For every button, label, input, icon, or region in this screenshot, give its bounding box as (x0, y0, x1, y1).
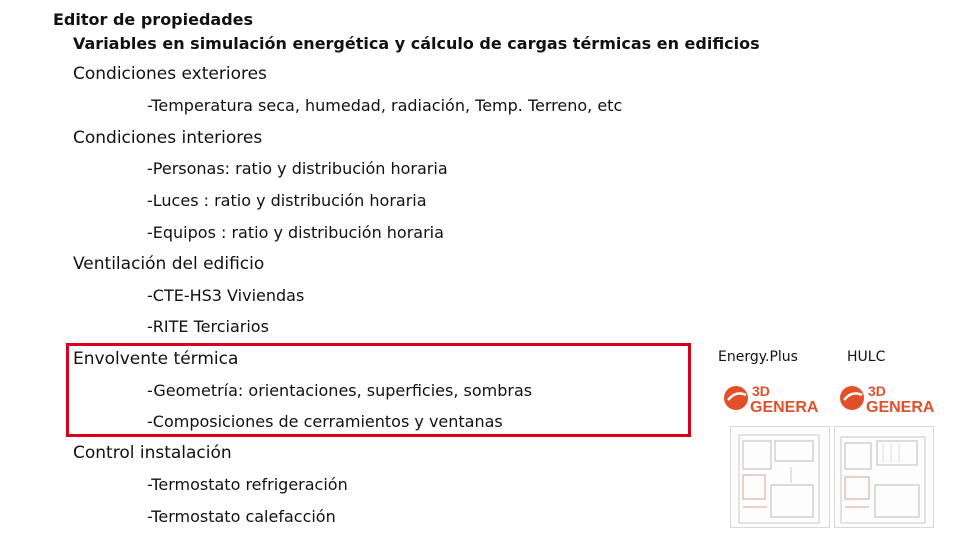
list-item: -RITE Terciarios (147, 317, 269, 336)
logo-bottom-text: GENERA (866, 399, 935, 415)
section-label: Envolvente térmica (73, 349, 239, 369)
genera-logo (722, 381, 828, 415)
list-item: -Temperatura seca, humedad, radiación, Temp. Terreno, etc (147, 96, 623, 115)
section-label: Control instalación (73, 443, 232, 463)
floor-plan-image (730, 426, 830, 528)
genera-logo (838, 381, 944, 415)
logo-top-text: 3D (752, 383, 770, 399)
page-subtitle: Variables en simulación energética y cálculo de cargas térmicas en edificios (73, 34, 760, 53)
page-title: Editor de propiedades (53, 10, 254, 29)
floor-plan-image (834, 426, 934, 528)
list-item: -CTE-HS3 Viviendas (147, 286, 305, 305)
list-item: -Personas: ratio y distribución horaria (147, 159, 448, 178)
list-item: -Geometría: orientaciones, superficies, sombras (147, 381, 533, 400)
section-label: Condiciones interiores (73, 128, 263, 148)
tool-label-hulc: HULC (847, 349, 886, 365)
list-item: -Composiciones de cerramientos y ventanas (147, 412, 503, 431)
logo-bottom-text: GENERA (750, 399, 819, 415)
tool-label-energyplus: Energy.Plus (718, 349, 798, 365)
section-label: Ventilación del edificio (73, 254, 265, 274)
list-item: -Equipos : ratio y distribución horaria (147, 223, 444, 242)
list-item: -Termostato refrigeración (147, 475, 348, 494)
section-label: Condiciones exteriores (73, 64, 267, 84)
logo-top-text: 3D (868, 383, 886, 399)
list-item: -Luces : ratio y distribución horaria (147, 191, 427, 210)
list-item: -Termostato calefacción (147, 507, 336, 526)
